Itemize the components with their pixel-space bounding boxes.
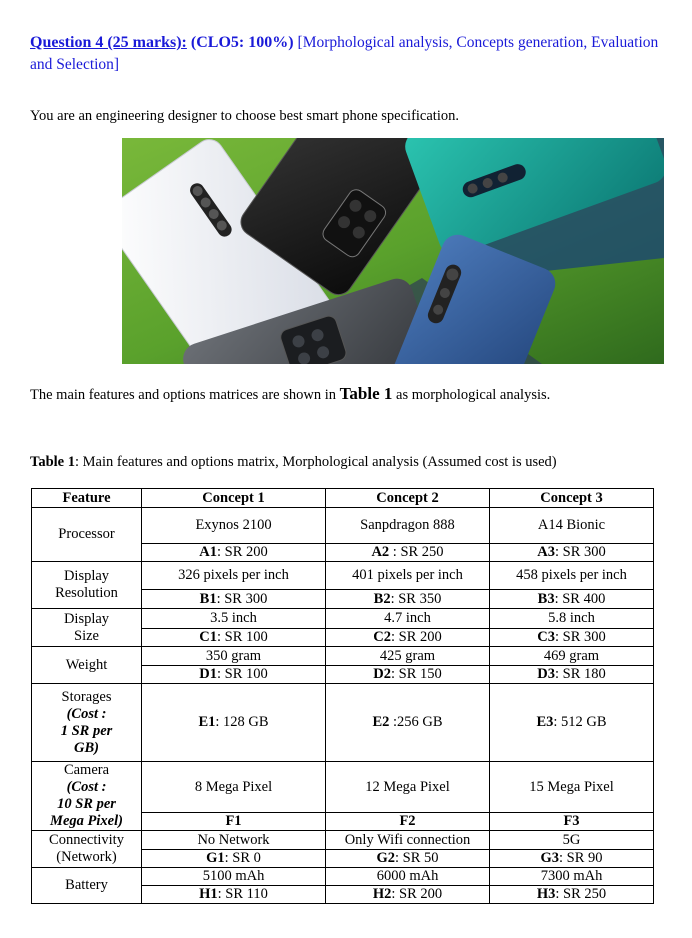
option-cost: : SR 150 xyxy=(390,666,442,682)
option-cost: : SR 350 xyxy=(390,590,442,607)
feature-weight: Weight xyxy=(32,647,142,684)
table-cell: 425 gram xyxy=(326,647,490,666)
feature-line: Display xyxy=(63,568,110,584)
table-row xyxy=(32,562,654,590)
table-cell xyxy=(490,666,654,684)
table-caption xyxy=(30,454,557,471)
option-code: C3 xyxy=(537,629,555,645)
table-cell xyxy=(326,666,490,684)
option-value: : 128 GB xyxy=(215,714,269,730)
table-caption-text: : Main features and options matrix, Morphological analysis (Assumed cost is used) xyxy=(75,454,557,470)
feature-battery: Battery xyxy=(32,868,142,904)
option-cost: : SR 180 xyxy=(554,666,606,682)
table-row xyxy=(32,684,654,762)
intro-text: You are an engineering designer to choose best smart phone specification. xyxy=(30,108,459,124)
feature-line: 10 SR per xyxy=(57,796,116,812)
table-cell: 5100 mAh xyxy=(142,868,326,886)
option-code: B1 xyxy=(199,590,217,607)
feature-line: (Network) xyxy=(56,849,117,865)
features-text-before: The main features and options matrices are shown in xyxy=(30,387,337,403)
table-cell: 5G xyxy=(490,831,654,850)
feature-storages xyxy=(32,684,142,762)
table-cell: 7300 mAh xyxy=(490,868,654,886)
table-cell: 350 gram xyxy=(142,647,326,666)
table-cell xyxy=(142,590,326,609)
question-heading xyxy=(30,32,670,76)
table-cell: 326 pixels per inch xyxy=(142,562,326,590)
option-code: E1 xyxy=(198,714,216,730)
features-table-ref: Table 1 xyxy=(339,384,393,403)
features-text-after: as morphological analysis. xyxy=(396,387,551,403)
option-value: :256 GB xyxy=(389,714,443,730)
table-cell: Sanpdragon 888 xyxy=(326,508,490,544)
option-code: E3 xyxy=(536,714,554,730)
option-code: A2 xyxy=(371,544,393,560)
option-code: G1 xyxy=(206,850,225,866)
table-cell: A14 Bionic xyxy=(490,508,654,544)
feature-line: Display xyxy=(63,610,110,627)
table-row xyxy=(32,868,654,886)
table-cell: F3 xyxy=(490,813,654,831)
feature-line: 1 SR per xyxy=(60,722,113,739)
option-code: D3 xyxy=(537,666,555,682)
option-cost: : SR 300 xyxy=(216,590,268,607)
table-cell: 15 Mega Pixel xyxy=(490,762,654,813)
table-cell: 6000 mAh xyxy=(326,868,490,886)
option-value: : 512 GB xyxy=(553,714,607,730)
table-cell xyxy=(142,666,326,684)
table-cell xyxy=(490,886,654,904)
option-code: G3 xyxy=(540,850,559,866)
table-cell xyxy=(326,850,490,868)
feature-line: Storages xyxy=(61,688,112,705)
table-cell xyxy=(490,590,654,609)
option-cost: : SR 250 xyxy=(555,886,607,902)
feature-line: Size xyxy=(74,627,99,644)
table-row xyxy=(32,647,654,666)
feature-line: Camera xyxy=(63,762,110,778)
table-cell: Only Wifi connection xyxy=(326,831,490,850)
option-cost: : SR 200 xyxy=(216,544,268,560)
table-cell xyxy=(142,886,326,904)
table-cell xyxy=(490,850,654,868)
option-code: E2 xyxy=(372,714,390,730)
feature-line: (Cost : xyxy=(66,779,107,795)
option-code: D2 xyxy=(373,666,391,682)
table-cell: 5.8 inch xyxy=(490,609,654,629)
option-cost: : SR 400 xyxy=(554,590,606,607)
option-code: D1 xyxy=(199,666,217,682)
header-concept-2: Concept 2 xyxy=(326,489,490,508)
feature-line: (Cost : xyxy=(66,705,107,722)
table-cell xyxy=(490,684,654,762)
morphological-table xyxy=(31,488,654,904)
table-cell: 12 Mega Pixel xyxy=(326,762,490,813)
question-topic: [Morphological analysis, Concepts generation, Evaluation and Selection] xyxy=(30,34,659,73)
table-cell: 401 pixels per inch xyxy=(326,562,490,590)
smartphones-illustration xyxy=(122,138,664,364)
header-concept-1: Concept 1 xyxy=(142,489,326,508)
option-code: A3 xyxy=(537,544,555,560)
clo-label: (CLO5: 100%) xyxy=(190,34,294,51)
table-cell: Exynos 2100 xyxy=(142,508,326,544)
table-row xyxy=(32,831,654,850)
table-header-row xyxy=(32,489,654,508)
table-row xyxy=(32,508,654,544)
option-cost: : SR 100 xyxy=(216,666,268,682)
option-code: H3 xyxy=(536,886,556,902)
table-cell: 469 gram xyxy=(490,647,654,666)
table-cell: 4.7 inch xyxy=(326,609,490,629)
feature-line: GB) xyxy=(74,739,99,756)
option-cost: : SR 250 xyxy=(392,544,444,560)
table-row xyxy=(32,609,654,629)
header-concept-3: Concept 3 xyxy=(490,489,654,508)
feature-line: Mega Pixel) xyxy=(50,813,123,829)
feature-line: Connectivity xyxy=(49,832,124,848)
option-code: C1 xyxy=(199,629,217,645)
feature-processor: Processor xyxy=(32,508,142,562)
option-cost: : SR 200 xyxy=(391,886,443,902)
table-caption-label: Table 1 xyxy=(30,454,75,470)
features-paragraph xyxy=(30,384,550,404)
option-cost: : SR 200 xyxy=(390,629,442,645)
option-cost: : SR 50 xyxy=(395,850,439,866)
option-code: B3 xyxy=(537,590,555,607)
table-row xyxy=(32,762,654,813)
option-code: H2 xyxy=(372,886,392,902)
option-cost: : SR 100 xyxy=(216,629,268,645)
table-cell: No Network xyxy=(142,831,326,850)
option-code: G2 xyxy=(376,850,395,866)
feature-line: Resolution xyxy=(55,585,118,601)
table-cell xyxy=(326,629,490,647)
option-cost: : SR 300 xyxy=(554,544,606,560)
table-cell xyxy=(142,684,326,762)
table-cell: 458 pixels per inch xyxy=(490,562,654,590)
table-cell xyxy=(326,684,490,762)
option-cost: : SR 110 xyxy=(217,886,268,902)
header-feature: Feature xyxy=(32,489,142,508)
table-cell: F1 xyxy=(142,813,326,831)
table-cell: F2 xyxy=(326,813,490,831)
table-cell xyxy=(142,629,326,647)
question-number: Question 4 (25 marks): xyxy=(30,34,187,51)
table-cell xyxy=(326,544,490,562)
feature-display-resolution xyxy=(32,562,142,609)
table-cell: 8 Mega Pixel xyxy=(142,762,326,813)
option-cost: : SR 0 xyxy=(224,850,261,866)
option-code: A1 xyxy=(199,544,217,560)
option-code: H1 xyxy=(199,886,218,902)
table-cell xyxy=(326,886,490,904)
feature-connectivity xyxy=(32,831,142,868)
option-cost: : SR 300 xyxy=(554,629,606,645)
option-cost: : SR 90 xyxy=(559,850,603,866)
table-cell xyxy=(490,544,654,562)
table-cell: 3.5 inch xyxy=(142,609,326,629)
option-code: C2 xyxy=(373,629,391,645)
table-cell xyxy=(326,590,490,609)
table-cell xyxy=(142,850,326,868)
option-code: B2 xyxy=(373,590,391,607)
smartphones-photo xyxy=(122,138,664,364)
table-cell xyxy=(142,544,326,562)
feature-camera xyxy=(32,762,142,831)
table-cell xyxy=(490,629,654,647)
feature-display-size xyxy=(32,609,142,647)
